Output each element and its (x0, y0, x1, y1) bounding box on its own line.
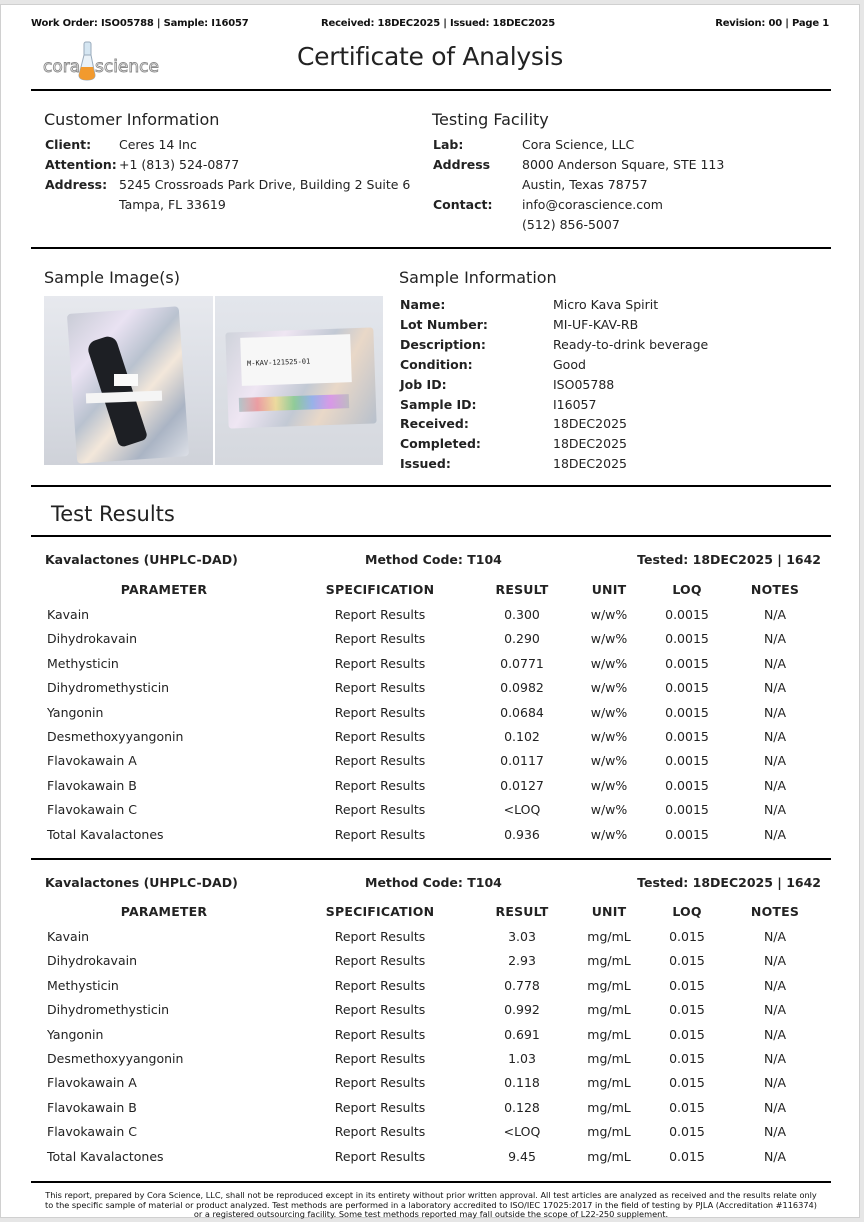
field-label (45, 195, 119, 215)
divider (31, 535, 831, 537)
disclaimer-line-1: This report, prepared by Cora Science, LLC, shall not be reproduced except in its entirety without prior written approval. All test articles are analyzed as received and the results relate only (45, 1190, 817, 1200)
field-value: Tampa, FL 33619 (119, 197, 226, 212)
cell-result: 0.102 (504, 729, 540, 744)
cell-notes: N/A (763, 655, 787, 671)
cell-notes: N/A (763, 1075, 787, 1091)
cell-loq: 0.0015 (665, 704, 709, 720)
table-row (45, 1124, 821, 1144)
field-value: I16057 (553, 396, 597, 412)
cell-loq: 0.015 (669, 977, 705, 993)
cell-loq: 0.0015 (665, 655, 709, 671)
cell-unit: w/w% (590, 655, 628, 671)
received-issued-info: Received: 18DEC2025 | Issued: 18DEC2025 (321, 18, 555, 29)
cell-loq: 0.015 (669, 1148, 705, 1164)
cell-result: 1.03 (508, 1051, 536, 1066)
cell-notes: N/A (763, 1051, 787, 1066)
cell-unit: mg/mL (587, 929, 631, 944)
divider (31, 89, 831, 91)
field-label: Description: (400, 336, 486, 352)
cell-notes: N/A (763, 802, 787, 818)
field-label (433, 215, 522, 235)
cell-spec: Report Results (334, 1026, 426, 1042)
field-value: 18DEC2025 (553, 416, 627, 432)
cell-loq: 0.0015 (665, 631, 709, 647)
cell-parameter: Yangonin (47, 1026, 104, 1042)
cell-notes: N/A (763, 1002, 787, 1018)
col-header-notes: NOTES (750, 904, 800, 919)
table-row (45, 656, 821, 676)
cell-result: 0.290 (504, 631, 540, 647)
sample-issued-row (400, 454, 708, 474)
col-header-result: RESULT (495, 582, 549, 597)
facility-lab-row (433, 135, 724, 155)
cell-parameter: Total Kavalactones (47, 826, 164, 842)
table-row (45, 827, 821, 847)
table-row (45, 778, 821, 798)
cell-result: 0.0771 (500, 655, 544, 671)
cell-unit: w/w% (590, 729, 628, 744)
table-row (45, 631, 821, 651)
cell-unit: w/w% (590, 680, 628, 696)
cell-result: 0.992 (504, 1002, 540, 1018)
field-label: Lab: (433, 137, 464, 152)
tested-date: Tested: 18DEC2025 | 1642 (637, 552, 821, 567)
cell-unit: w/w% (590, 631, 628, 647)
cell-notes: N/A (763, 826, 787, 842)
cell-notes: N/A (763, 777, 787, 793)
cell-notes: N/A (763, 607, 787, 622)
field-value: Austin, Texas 78757 (522, 177, 648, 192)
field-label: Attention: (45, 157, 117, 172)
cell-loq: 0.015 (669, 1099, 705, 1115)
cell-parameter: Flavokawain C (47, 802, 138, 818)
table-row (45, 929, 821, 949)
cell-notes: N/A (763, 953, 787, 969)
sample-id-row (400, 395, 708, 415)
sample-jobid-row (400, 375, 708, 395)
field-label: Client: (45, 137, 92, 152)
divider (31, 1181, 831, 1183)
cell-unit: mg/mL (587, 1051, 631, 1066)
cell-spec: Report Results (334, 777, 426, 793)
sample-received-row (400, 414, 708, 434)
customer-info-list (45, 135, 410, 215)
col-header-notes: NOTES (750, 582, 800, 597)
cell-loq: 0.0015 (665, 826, 709, 842)
cell-spec: Report Results (334, 729, 426, 744)
cell-spec: Report Results (334, 704, 426, 720)
facility-contact-row (433, 195, 724, 215)
field-value: (512) 856-5007 (522, 217, 620, 232)
divider (31, 485, 831, 487)
field-label: Sample ID: (400, 396, 477, 412)
divider (31, 247, 831, 249)
col-header-unit: UNIT (591, 904, 627, 919)
cell-loq: 0.015 (669, 1026, 705, 1042)
sample-condition-row (400, 355, 708, 375)
cell-spec: Report Results (334, 826, 426, 842)
field-label: Job ID: (400, 376, 447, 392)
cell-result: 0.0127 (500, 777, 544, 793)
analysis-name: Kavalactones (UHPLC-DAD) (45, 875, 238, 890)
cell-spec: Report Results (334, 802, 426, 818)
cell-parameter: Desmethoxyyangonin (47, 729, 184, 744)
cell-unit: mg/mL (587, 1075, 631, 1091)
cell-parameter: Dihydrokavain (47, 631, 137, 647)
field-value: 18DEC2025 (553, 436, 627, 452)
cell-spec: Report Results (334, 929, 426, 944)
test-results-heading: Test Results (51, 502, 175, 526)
field-value: Good (553, 356, 586, 372)
cell-loq: 0.0015 (665, 777, 709, 793)
field-label (433, 175, 522, 195)
sample-info-list (400, 295, 708, 474)
field-label: Contact: (433, 197, 493, 212)
cell-result: 0.0117 (500, 753, 544, 769)
cell-parameter: Kavain (47, 607, 90, 622)
field-value: +1 (813) 524-0877 (119, 157, 240, 172)
table-row (45, 1051, 821, 1071)
cell-parameter: Total Kavalactones (47, 1148, 164, 1164)
tested-date: Tested: 18DEC2025 | 1642 (637, 875, 821, 890)
cell-result: 0.778 (504, 977, 540, 993)
cell-parameter: Flavokawain B (47, 777, 137, 793)
svg-text:cora: cora (43, 57, 81, 77)
cell-notes: N/A (763, 1124, 787, 1140)
cell-loq: 0.015 (669, 1075, 705, 1091)
cell-notes: N/A (763, 1099, 787, 1115)
cell-loq: 0.0015 (665, 680, 709, 696)
cell-spec: Report Results (334, 1002, 426, 1018)
table-row (45, 705, 821, 725)
customer-attention-row (45, 155, 410, 175)
cell-parameter: Flavokawain A (47, 753, 137, 769)
cell-spec: Report Results (334, 655, 426, 671)
field-value: Ceres 14 Inc (119, 137, 197, 152)
cell-spec: Report Results (334, 953, 426, 969)
table-header-row (45, 582, 821, 602)
field-label: Received: (400, 416, 469, 432)
cell-loq: 0.0015 (665, 753, 709, 769)
field-value: Cora Science, LLC (522, 137, 635, 152)
svg-text:science: science (95, 57, 159, 77)
cell-parameter: Flavokawain C (47, 1124, 138, 1140)
cell-notes: N/A (763, 680, 787, 696)
cell-loq: 0.0015 (665, 729, 709, 744)
cell-unit: mg/mL (587, 977, 631, 993)
cell-result: 0.691 (504, 1026, 540, 1042)
cell-unit: mg/mL (587, 1099, 631, 1115)
work-order-info: Work Order: ISO05788 | Sample: I16057 (31, 18, 249, 29)
cell-unit: w/w% (590, 607, 628, 622)
cell-spec: Report Results (334, 1124, 426, 1140)
cell-notes: N/A (763, 929, 787, 944)
cell-spec: Report Results (334, 1075, 426, 1091)
table-row (45, 607, 821, 627)
cell-unit: mg/mL (587, 1124, 631, 1140)
cell-parameter: Desmethoxyyangonin (47, 1051, 184, 1066)
cell-loq: 0.015 (669, 1002, 705, 1018)
testing-facility-heading: Testing Facility (432, 110, 549, 129)
cell-spec: Report Results (334, 1148, 426, 1164)
cell-result: <LOQ (503, 802, 541, 818)
cell-unit: w/w% (590, 826, 628, 842)
cell-loq: 0.015 (669, 953, 705, 969)
sample-info-heading: Sample Information (399, 268, 557, 287)
customer-info-heading: Customer Information (44, 110, 220, 129)
sample-photo-back[interactable] (215, 296, 384, 465)
page-title: Certificate of Analysis (297, 42, 563, 71)
cell-unit: w/w% (590, 777, 628, 793)
cell-spec: Report Results (334, 680, 426, 696)
cell-spec: Report Results (334, 1099, 426, 1115)
sample-name-row (400, 295, 708, 315)
field-value: 18DEC2025 (553, 456, 627, 472)
cell-result: 9.45 (508, 1148, 536, 1164)
field-value: ISO05788 (553, 376, 615, 392)
cell-parameter: Dihydrokavain (47, 953, 137, 969)
field-label: Address: (45, 177, 108, 192)
cell-spec: Report Results (334, 753, 426, 769)
cell-spec: Report Results (334, 631, 426, 647)
cell-loq: 0.015 (669, 1124, 705, 1140)
table-row (45, 680, 821, 700)
cell-result: 0.0982 (500, 680, 544, 696)
sample-lot-row (400, 315, 708, 335)
col-header-specification: SPECIFICATION (325, 904, 435, 919)
cell-unit: w/w% (590, 753, 628, 769)
handwritten-label (240, 334, 352, 386)
cell-notes: N/A (763, 729, 787, 744)
cell-result: 3.03 (508, 929, 536, 944)
table-row (45, 978, 821, 998)
table-row (45, 1149, 821, 1169)
sample-completed-row (400, 434, 708, 454)
cell-spec: Report Results (334, 607, 426, 622)
field-value: MI-UF-KAV-RB (553, 316, 639, 332)
cell-notes: N/A (763, 977, 787, 993)
cell-notes: N/A (763, 631, 787, 647)
legal-disclaimer (31, 1191, 831, 1220)
table-row (45, 1027, 821, 1047)
col-header-loq: LOQ (672, 582, 702, 597)
customer-client-row (45, 135, 410, 155)
analysis-name: Kavalactones (UHPLC-DAD) (45, 552, 238, 567)
sample-photo-front[interactable] (44, 296, 213, 465)
cell-notes: N/A (763, 704, 787, 720)
facility-address-row (433, 155, 724, 175)
sample-description-row (400, 335, 708, 355)
field-value: Ready-to-drink beverage (553, 336, 709, 352)
col-header-parameter: PARAMETER (120, 904, 208, 919)
cell-unit: mg/mL (587, 1148, 631, 1164)
cell-parameter: Kavain (47, 929, 90, 944)
revision-page-info: Revision: 00 | Page 1 (715, 18, 829, 29)
table-row (45, 1002, 821, 1022)
sample-images-gallery (44, 296, 383, 465)
field-label: Name: (400, 297, 446, 312)
col-header-result: RESULT (495, 904, 549, 919)
cell-unit: w/w% (590, 704, 628, 720)
coa-page (0, 4, 860, 1218)
table-header-row (45, 904, 821, 924)
testing-facility-list (433, 135, 724, 235)
disclaimer-line-3: or a registered outsourcing facility. Some test methods reported may fall outside the scope of L22-250 supplement. (193, 1209, 669, 1220)
field-label: Lot Number: (400, 316, 488, 332)
col-header-loq: LOQ (672, 904, 702, 919)
table-row (45, 753, 821, 773)
cell-notes: N/A (763, 753, 787, 769)
field-value: 8000 Anderson Square, STE 113 (522, 157, 725, 172)
cell-loq: 0.0015 (665, 802, 709, 818)
cell-spec: Report Results (334, 1051, 426, 1066)
disclaimer-line-2: to the specific sample of material or product analyzed. Test methods are performed in a laboratory accredited to ISO/IEC 17025:2017 in the field of testing by PJLA (Accreditation #116374) (45, 1199, 817, 1210)
cell-result: 0.936 (504, 826, 540, 842)
table-row (45, 1100, 821, 1120)
cell-result: <LOQ (503, 1124, 541, 1140)
cell-result: 2.93 (508, 953, 536, 969)
page-header-bar (31, 18, 829, 32)
divider (31, 858, 831, 860)
method-code: Method Code: T104 (365, 552, 502, 567)
table-row (45, 953, 821, 973)
contact-email-link[interactable]: info@corascience.com (522, 197, 663, 212)
cell-loq: 0.0015 (665, 607, 709, 622)
cell-result: 0.118 (504, 1075, 540, 1091)
customer-address-row (45, 175, 410, 195)
method-code: Method Code: T104 (365, 875, 502, 890)
cell-result: 0.0684 (500, 704, 544, 720)
sample-images-heading: Sample Image(s) (44, 268, 181, 287)
field-label: Issued: (400, 456, 451, 472)
cell-parameter: Dihydromethysticin (47, 1002, 170, 1018)
cell-notes: N/A (763, 1148, 787, 1164)
cell-unit: mg/mL (587, 1002, 631, 1018)
customer-address-row-2 (45, 195, 410, 215)
cell-unit: mg/mL (587, 1026, 631, 1042)
cell-parameter: Methysticin (47, 655, 119, 671)
col-header-specification: SPECIFICATION (325, 582, 435, 597)
cell-parameter: Flavokawain A (47, 1075, 137, 1091)
cell-parameter: Yangonin (47, 704, 104, 720)
cell-unit: mg/mL (587, 953, 631, 969)
field-label: Condition: (400, 356, 473, 372)
cell-unit: w/w% (590, 802, 628, 818)
cell-spec: Report Results (334, 977, 426, 993)
sample-id-sticker (114, 374, 138, 386)
field-value: Micro Kava Spirit (553, 297, 659, 312)
facility-address-row-2 (433, 175, 724, 195)
cell-loq: 0.015 (669, 1051, 705, 1066)
facility-phone-row (433, 215, 724, 235)
cell-parameter: Methysticin (47, 977, 119, 993)
col-header-parameter: PARAMETER (120, 582, 208, 597)
cell-notes: N/A (763, 1026, 787, 1042)
handwritten-label-text: M-KAV-121525-01 (246, 357, 310, 368)
field-value: 5245 Crossroads Park Drive, Building 2 Suite 6 (119, 177, 411, 192)
field-label: Address (433, 157, 491, 172)
cell-result: 0.300 (504, 607, 540, 622)
field-label: Completed: (400, 436, 481, 452)
table-row (45, 729, 821, 749)
table-row (45, 802, 821, 822)
cell-parameter: Flavokawain B (47, 1099, 137, 1115)
table-row (45, 1075, 821, 1095)
cell-loq: 0.015 (669, 929, 705, 944)
col-header-unit: UNIT (591, 582, 627, 597)
cell-parameter: Dihydromethysticin (47, 680, 170, 696)
cell-result: 0.128 (504, 1099, 540, 1115)
